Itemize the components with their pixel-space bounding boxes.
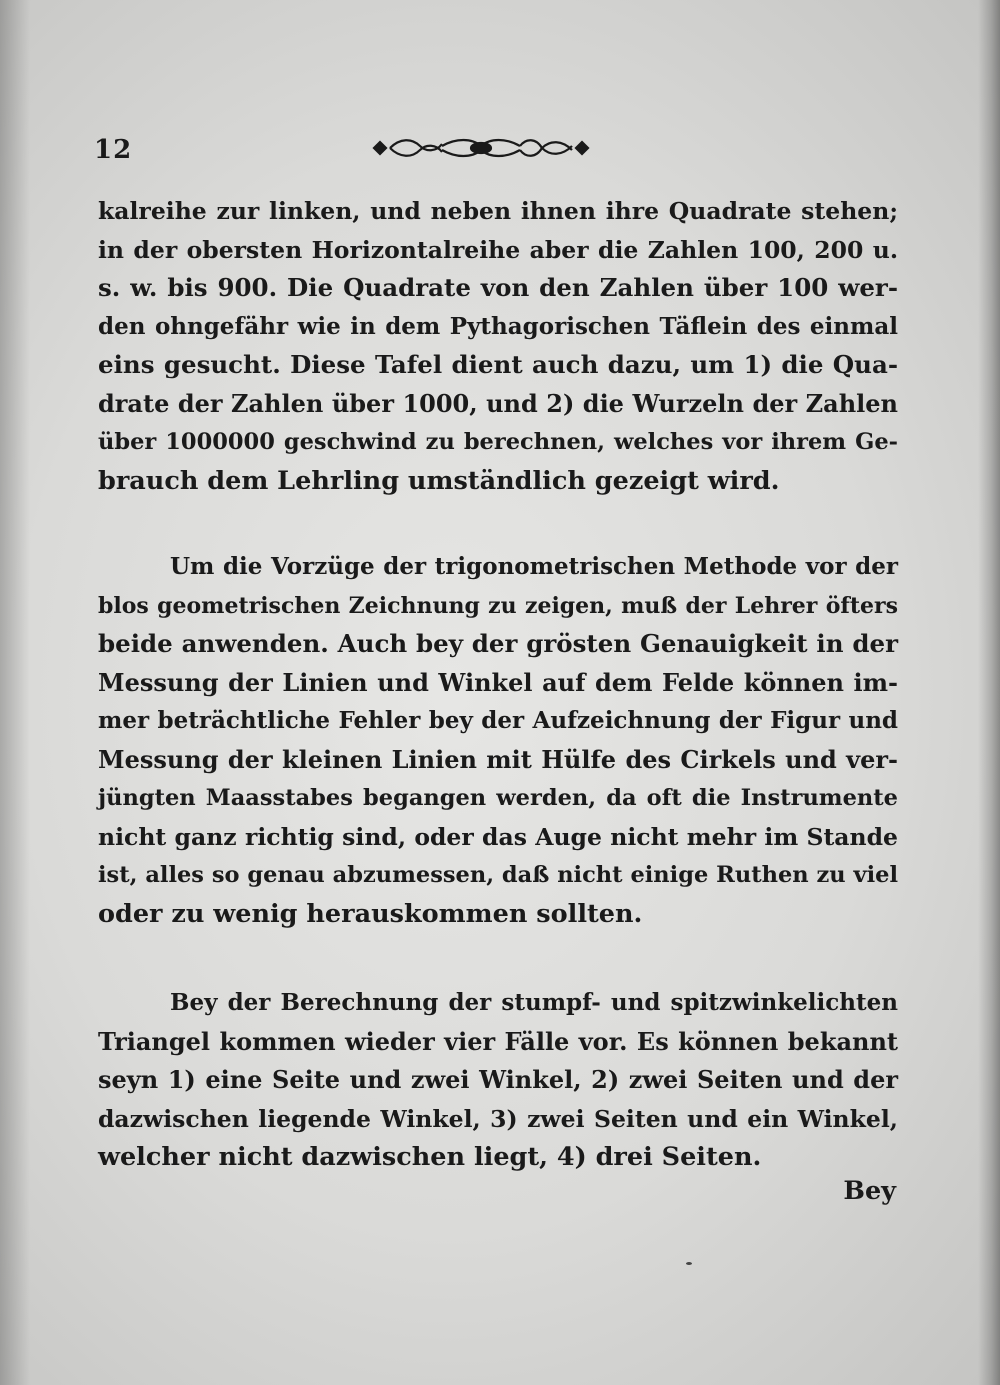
text-line: Messung der Linien und Winkel auf dem Felde können im- (98, 667, 898, 697)
text-line: über 1000000 geschwind zu berechnen, welches vor ihrem Ge- (98, 429, 898, 455)
text-line: s. w. bis 900. Die Quadrate von den Zahlen über 100 wer- (98, 273, 898, 302)
paragraph-2 (98, 548, 898, 933)
page-number: 12 (94, 135, 133, 165)
text-line: kalreihe zur linken, und neben ihnen ihre Quadrate stehen; (98, 197, 898, 225)
ink-speck (686, 1262, 692, 1265)
text-line: in der obersten Horizontalreihe aber die Zahlen 100, 200 u. (98, 235, 898, 264)
text-line: welcher nicht dazwischen liegt, 4) drei Seiten. (98, 1142, 762, 1172)
catchword: Bey (843, 1176, 896, 1206)
text-line: beide anwenden. Auch bey der grösten Genauigkeit in der (98, 629, 898, 658)
text-line: jüngten Maasstabes begangen werden, da oft die Instrumente (98, 785, 898, 811)
paragraph-1 (98, 192, 898, 500)
text-line: mer beträchtliche Fehler bey der Aufzeichnung der Figur und (98, 707, 898, 734)
text-line: Um die Vorzüge der trigonometrischen Methode vor der (170, 553, 898, 580)
text-line: nicht ganz richtig sind, oder das Auge nicht mehr im Stande (98, 822, 898, 851)
text-line: oder zu wenig herauskommen sollten. (98, 898, 643, 929)
text-line: ist, alles so genau abzumessen, daß nicht einige Ruthen zu viel (98, 862, 898, 888)
text-line: Triangel kommen wieder vier Fälle vor. Es können bekannt (98, 1026, 898, 1056)
text-line: dazwischen liegende Winkel, 3) zwei Seiten und ein Winkel, (98, 1104, 898, 1133)
text-line: eins gesucht. Diese Tafel dient auch dazu, um 1) die Qua- (98, 350, 898, 379)
text-line: den ohngefähr wie in dem Pythagorischen Täflein des einmal (98, 312, 898, 340)
scroll-ornament-icon (368, 130, 594, 166)
text-line: drate der Zahlen über 1000, und 2) die Wurzeln der Zahlen (98, 388, 898, 418)
text-line: seyn 1) eine Seite und zwei Winkel, 2) zwei Seiten und der (98, 1065, 898, 1094)
text-line: brauch dem Lehrling umständlich gezeigt wird. (98, 465, 780, 496)
page-edge-shadow (978, 0, 1000, 1385)
text-line: blos geometrischen Zeichnung zu zeigen, muß der Lehrer öfters (98, 592, 898, 619)
paragraph-3 (98, 984, 898, 1177)
text-line: Messung der kleinen Linien mit Hülfe des Cirkels und ver- (98, 744, 898, 774)
text-line: Bey der Berechnung der stumpf- und spitzwinkelichten (170, 989, 898, 1016)
page-gutter-shadow (0, 0, 30, 1385)
